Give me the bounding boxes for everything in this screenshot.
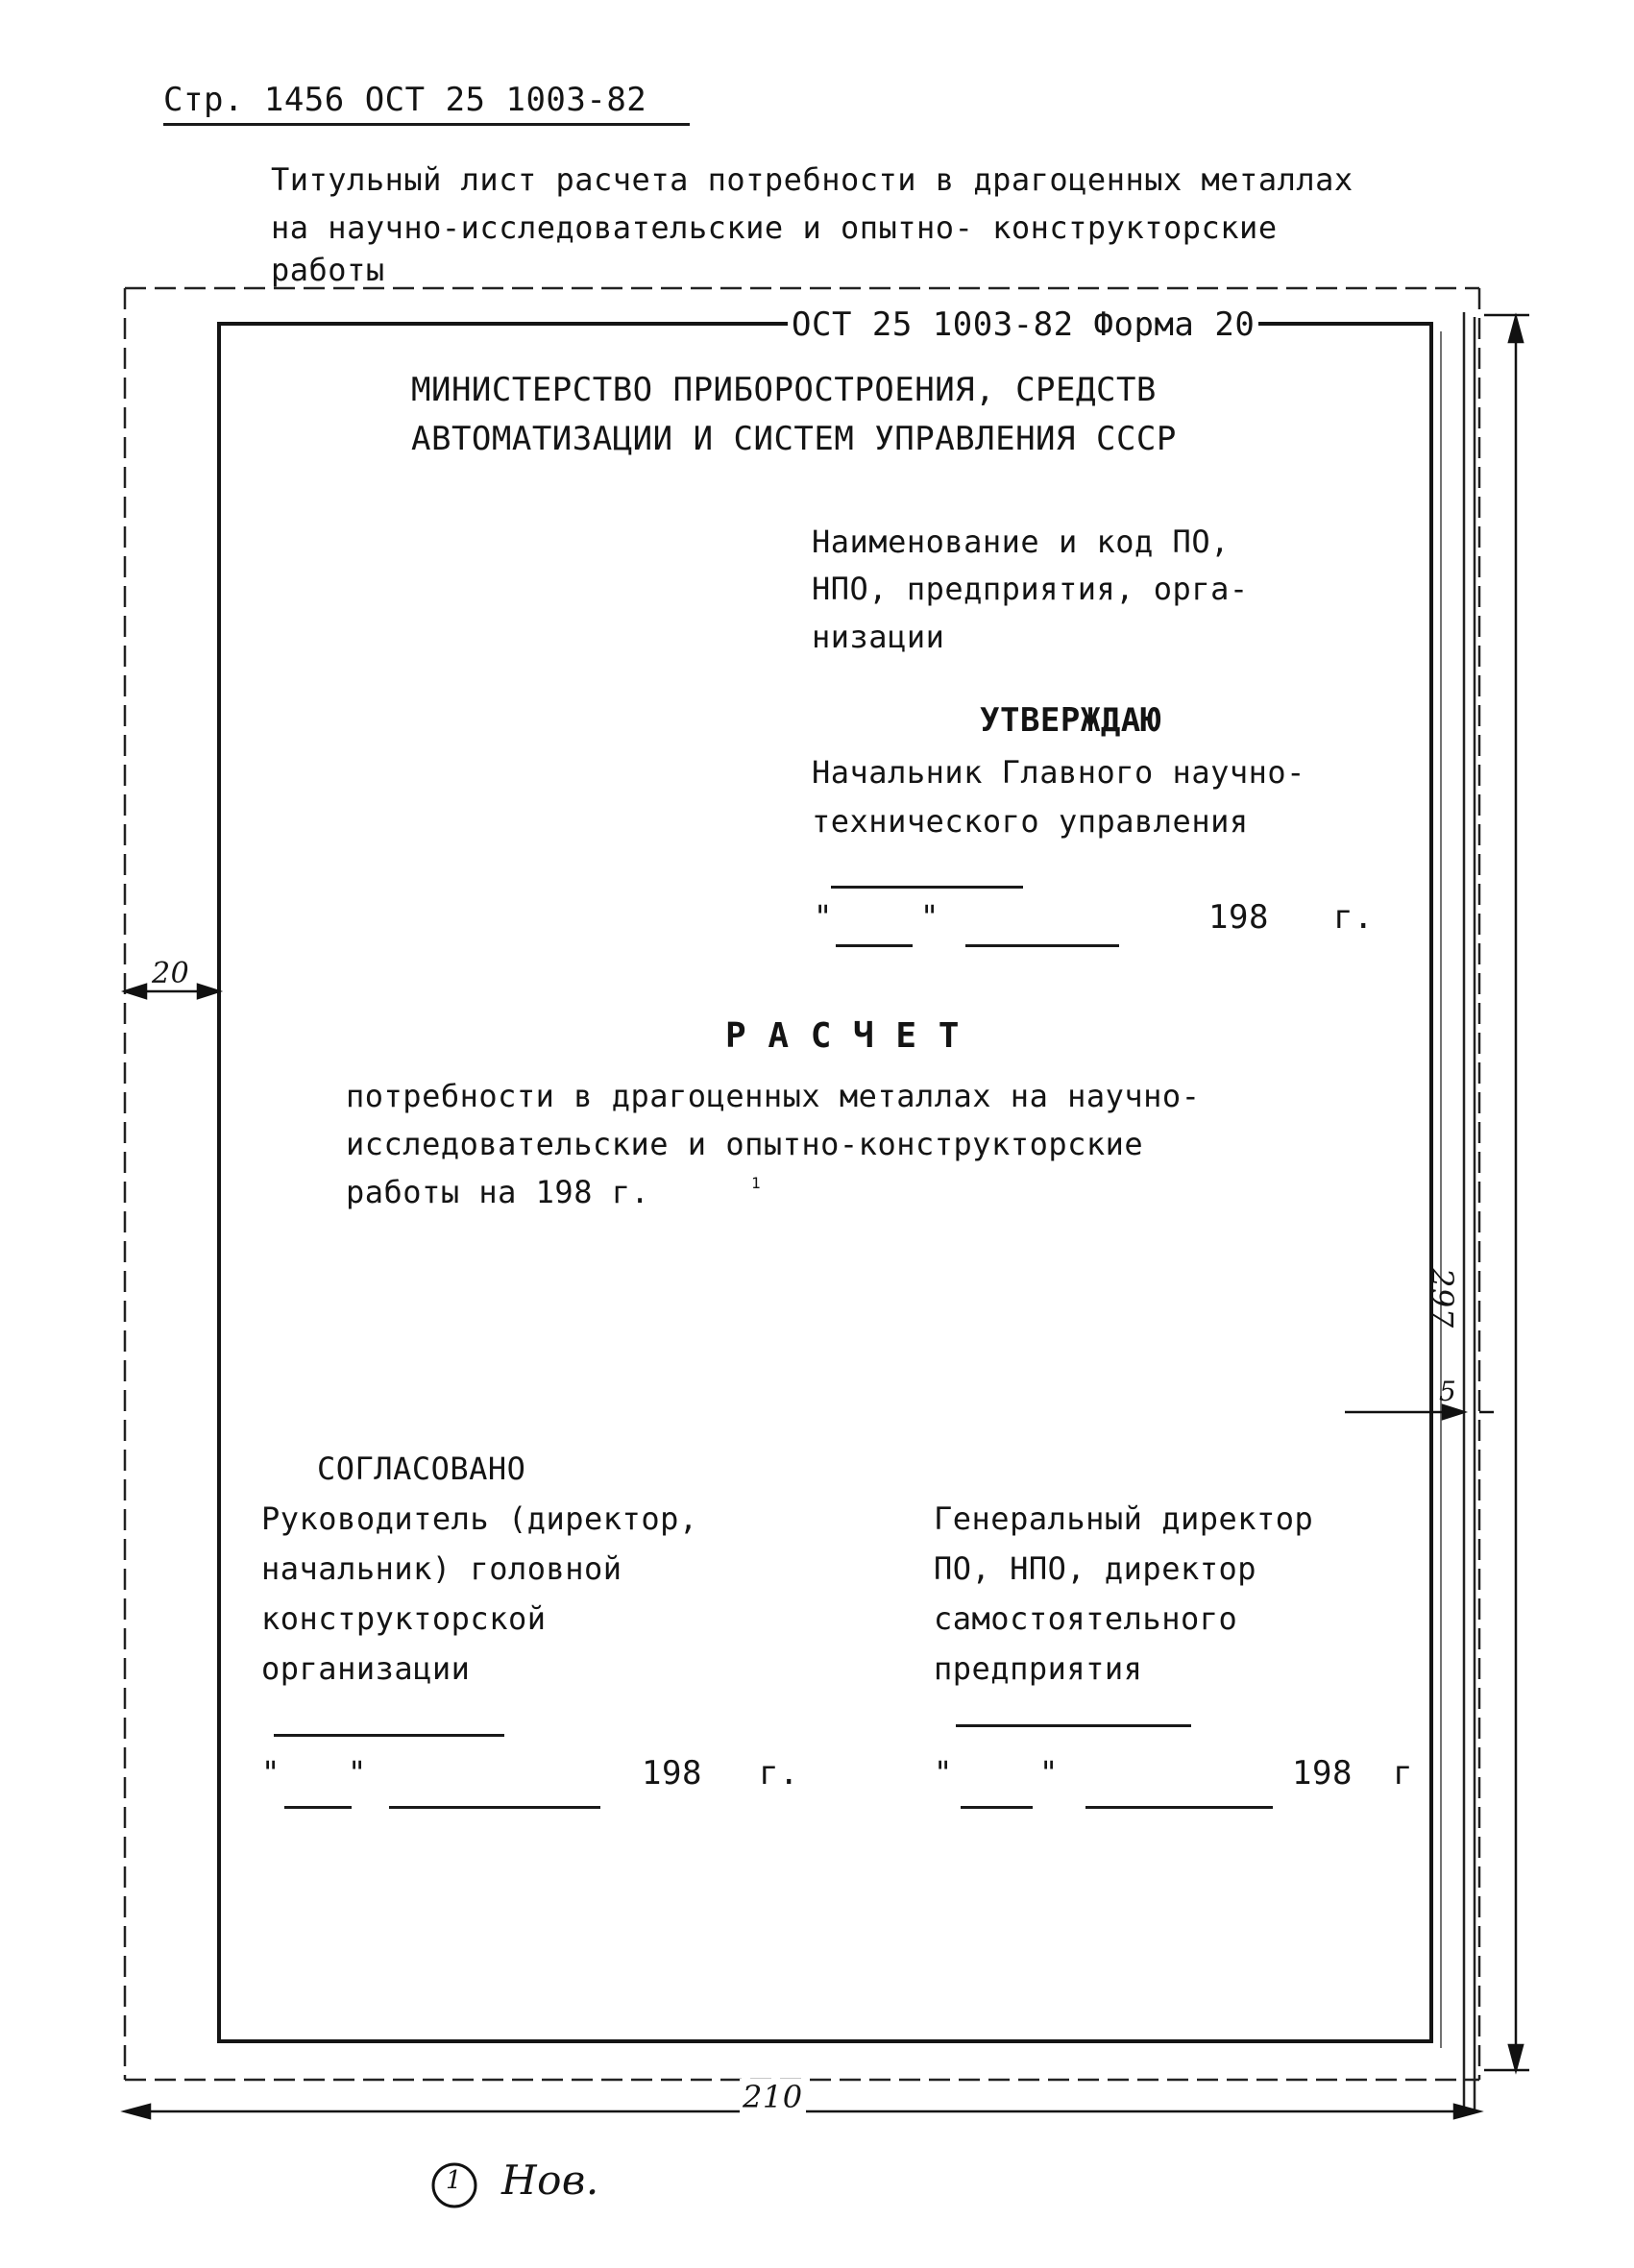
agreed-title: СОГЛАСОВАНО [317, 1451, 526, 1487]
approve-quote-left: " [814, 898, 833, 935]
outer-dashed-frame [125, 288, 1479, 2080]
approve-position-line-2: технического управления [812, 803, 1249, 840]
approve-position-line-1: Начальник Главного научно- [812, 754, 1305, 791]
approve-title: УТВЕРЖДАЮ [980, 701, 1161, 740]
agreed-position-line-2: начальник) головной [261, 1550, 622, 1587]
document-subtitle-line-2: исследовательские и опытно-конструкторские [346, 1126, 1144, 1162]
agreed-position-line-3: конструкторской [261, 1600, 547, 1637]
general-position-line-3: самостоятельного [934, 1600, 1238, 1637]
approve-day-blank [836, 944, 913, 947]
general-month-blank [1085, 1806, 1273, 1809]
general-position-line-1: Генеральный директор [934, 1500, 1314, 1537]
agreed-quote-left: " [261, 1754, 280, 1791]
document-title: Р А С Ч Е Т [725, 1016, 960, 1056]
general-quote-left: " [934, 1754, 953, 1791]
gap-label: 5 [1439, 1376, 1457, 1407]
general-year-suffix: г [1393, 1754, 1413, 1792]
caption-line-3: работы [271, 252, 385, 288]
general-day-blank [961, 1806, 1033, 1809]
height-label: 297 [1424, 1268, 1460, 1329]
approve-year: 198 [1208, 898, 1269, 937]
agreed-year-suffix: г. [759, 1754, 799, 1792]
general-quote-right: " [1039, 1754, 1059, 1791]
handwritten-circle-number: 1 [446, 2166, 463, 2195]
footnote-mark: 1 [751, 1174, 762, 1192]
general-signature-line [956, 1724, 1191, 1727]
page-ref-underline [163, 123, 690, 126]
agreed-position-line-4: организации [261, 1650, 471, 1687]
approve-quote-right: " [920, 898, 939, 935]
height-dimension-line [1484, 315, 1529, 2070]
org-name-line-3: низации [812, 619, 945, 655]
general-position-line-4: предприятия [934, 1650, 1143, 1687]
handwritten-note: Нов. [501, 2157, 599, 2204]
agreed-position-line-1: Руководитель (директор, [261, 1500, 698, 1537]
form-label: ОСТ 25 1003-82 Форма 20 [788, 305, 1258, 344]
general-year: 198 [1292, 1754, 1353, 1792]
org-name-line-2: НПО, предприятия, орга- [812, 571, 1249, 607]
document-subtitle-line-3: работы на 198 г. [346, 1174, 650, 1210]
approve-month-blank [965, 944, 1119, 947]
ministry-line-1: МИНИСТЕРСТВО ПРИБОРОСТРОЕНИЯ, СРЕДСТВ [411, 371, 1157, 409]
agreed-signature-line [274, 1734, 504, 1737]
agreed-month-blank [389, 1806, 600, 1809]
agreed-year: 198 [642, 1754, 702, 1792]
org-name-line-1: Наименование и код ПО, [812, 524, 1230, 560]
caption-line-1: Титульный лист расчета потребности в драгоценных металлах [271, 161, 1354, 198]
caption-line-2: на научно-исследовательские и опытно- конструкторские [271, 209, 1278, 246]
gap-dimension [1345, 1405, 1494, 1419]
left-margin-label: 20 [152, 957, 190, 990]
agreed-day-blank [284, 1806, 352, 1809]
approve-signature-line [831, 886, 1023, 889]
approve-year-suffix: г. [1333, 898, 1374, 937]
agreed-quote-right: " [348, 1754, 367, 1791]
ministry-line-2: АВТОМАТИЗАЦИИ И СИСТЕМ УПРАВЛЕНИЯ СССР [411, 420, 1177, 458]
width-label: 210 [740, 2079, 806, 2115]
document-subtitle-line-1: потребности в драгоценных металлах на научно- [346, 1078, 1201, 1114]
page-ref: Стр. 1456 ОСТ 25 1003-82 [163, 81, 647, 119]
general-position-line-2: ПО, НПО, директор [934, 1550, 1257, 1587]
